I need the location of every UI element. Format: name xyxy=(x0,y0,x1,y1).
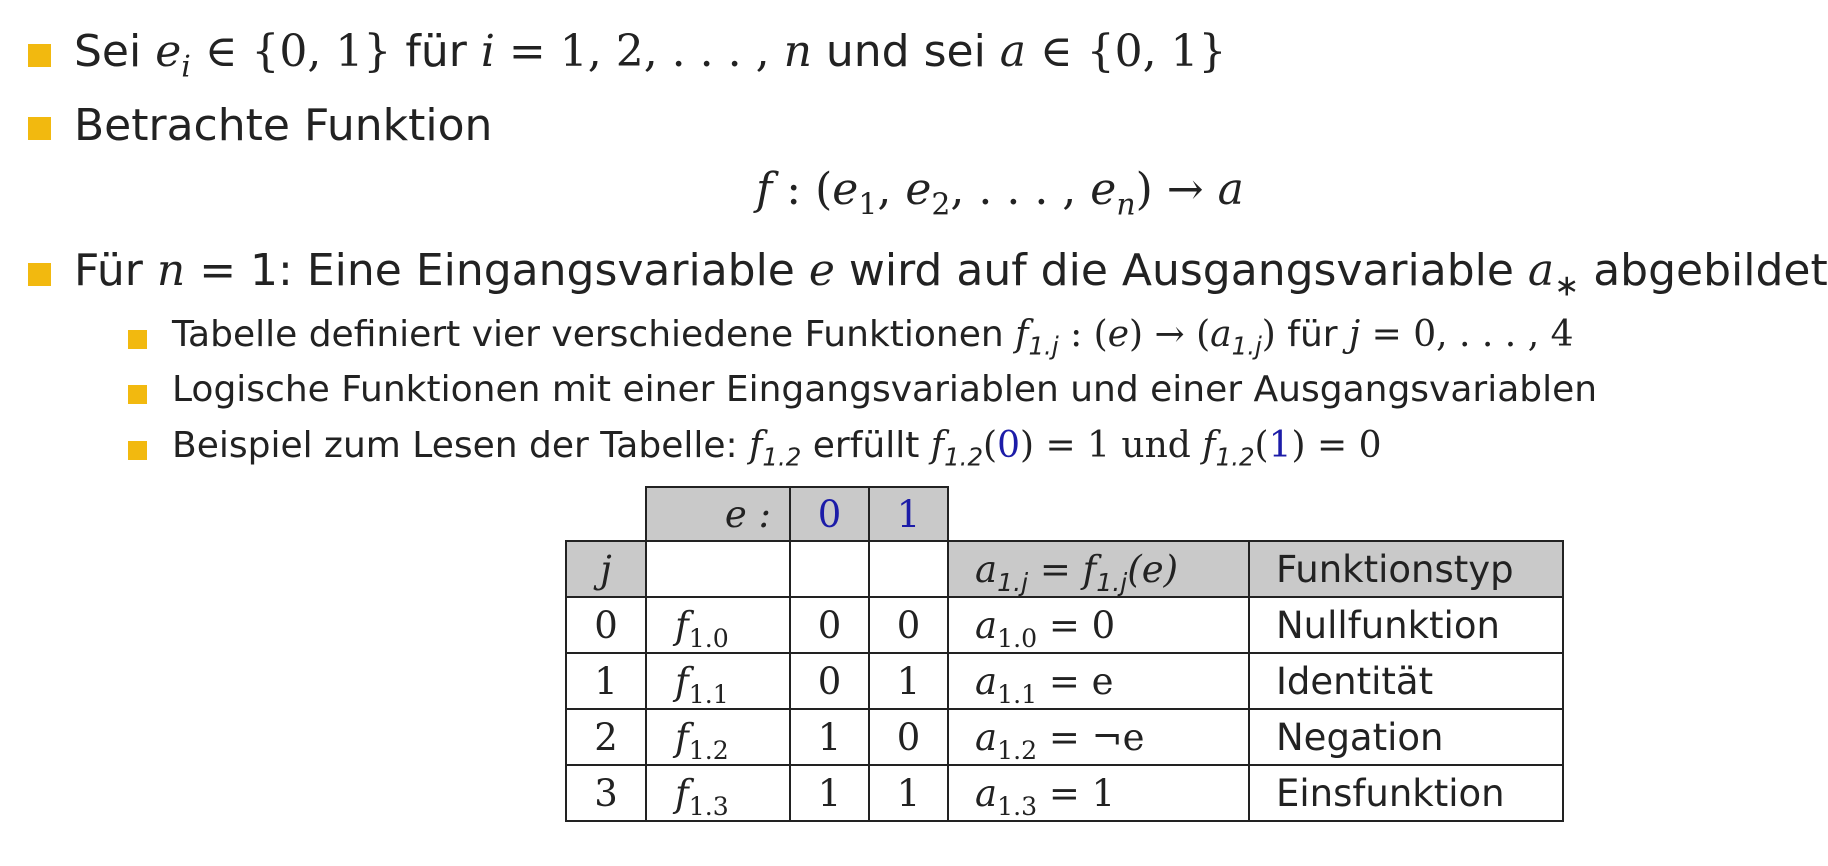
cell-f: $f_{1.1}$ xyxy=(646,653,790,709)
cell-type: Nullfunktion xyxy=(1249,597,1563,653)
cell-f: $f_{1.3}$ xyxy=(646,765,790,821)
cell-out0: 0 xyxy=(790,597,869,653)
input-1: 1 xyxy=(869,487,948,541)
function-formula: f : ($e_1$, $e_2$, . . . , $e_n) \to a$ xyxy=(756,164,1244,223)
input-0: 0 xyxy=(790,487,869,541)
table-row xyxy=(566,597,1563,653)
math-set: ∈ {0, 1} xyxy=(190,26,406,77)
math-range: = 1, 2, . . . , xyxy=(494,26,784,77)
col-output: $a_{1.j} = f_{1.j}(e)$ xyxy=(948,541,1249,597)
table-row xyxy=(566,765,1563,821)
sub-bullet-marker xyxy=(128,385,147,404)
cell-expr: $a_{1.2}$ = ¬e xyxy=(948,709,1249,765)
sub-bullet-marker xyxy=(128,330,147,349)
cell-j: 2 xyxy=(566,709,646,765)
cell-type: Identität xyxy=(1249,653,1563,709)
cell-type: Negation xyxy=(1249,709,1563,765)
cell-out0: 0 xyxy=(790,653,869,709)
text: für xyxy=(405,26,467,77)
text: Betrachte Funktion xyxy=(74,100,493,151)
bullet-marker xyxy=(28,44,51,67)
cell-f: $f_{1.2}$ xyxy=(646,709,790,765)
sub-bullet-tabelle: Tabelle definiert vier verschiedene Funktionen $f_{1.j}$ : $(e) \to (a_{1.j})$ für j = 0, . . . , 4 xyxy=(172,314,1574,361)
sub-bullet-beispiel: Beispiel zum Lesen der Tabelle: $f_{1.2}$ erfüllt $f_{1.2}(0) = 1$ und $f_{1.2}(1) = 0$ xyxy=(172,425,1382,472)
math-set: ∈ {0, 1} xyxy=(1026,26,1227,77)
bullet-definition xyxy=(74,26,1227,85)
cell-out1: 0 xyxy=(869,709,948,765)
table-row xyxy=(566,709,1563,765)
cell-expr: $a_{1.1} = e$ xyxy=(948,653,1249,709)
cell-out0: 1 xyxy=(790,765,869,821)
text: und sei xyxy=(811,26,1000,77)
cell-type: Einsfunktion xyxy=(1249,765,1563,821)
math-i: i xyxy=(480,26,495,77)
cell-f: $f_{1.0}$ xyxy=(646,597,790,653)
math-a: a xyxy=(999,26,1027,77)
cell-out1: 0 xyxy=(869,597,948,653)
cell-expr: $a_{1.0} = 0$ xyxy=(948,597,1249,653)
cell-out1: 1 xyxy=(869,653,948,709)
cell-out1: 1 xyxy=(869,765,948,821)
math-e: $e_i$ xyxy=(155,26,191,85)
bullet-marker xyxy=(28,263,51,286)
text: Sei xyxy=(74,26,142,77)
col-j: j xyxy=(566,541,646,597)
cell-expr: $a_{1.3} = 1$ xyxy=(948,765,1249,821)
bullet-betrachte xyxy=(74,100,492,151)
cell-j: 3 xyxy=(566,765,646,821)
cell-out0: 1 xyxy=(790,709,869,765)
cell-j: 0 xyxy=(566,597,646,653)
e-label: e : xyxy=(646,487,790,541)
truth-table xyxy=(565,486,1564,822)
table-row xyxy=(566,653,1563,709)
cell-j: 1 xyxy=(566,653,646,709)
table-header-columns xyxy=(566,541,1563,597)
col-type: Funktionstyp xyxy=(1249,541,1563,597)
table-header-inputs xyxy=(566,487,1563,541)
sub-bullet-logische: Logische Funktionen mit einer Eingangsvariablen und einer Ausgangsvariablen xyxy=(172,369,1598,410)
math-n: n xyxy=(783,26,812,77)
bullet-marker xyxy=(28,117,51,140)
bullet-n1: Für n = 1: Eine Eingangsvariable e wird auf die Ausgangsvariable $a_∗$ abgebildet xyxy=(74,245,1828,304)
sub-bullet-marker xyxy=(128,441,147,460)
